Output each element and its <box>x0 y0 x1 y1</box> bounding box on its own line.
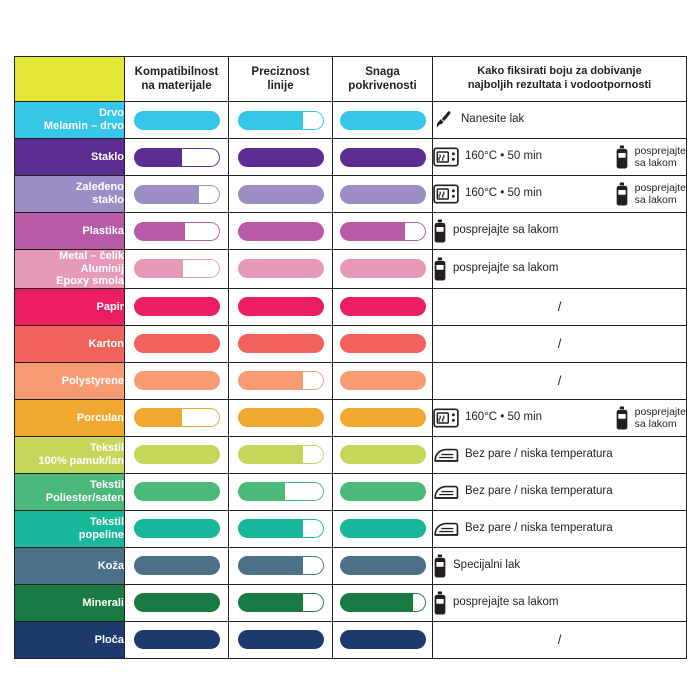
fixation-instruction <box>433 257 686 281</box>
material-label-line: Minerali <box>82 596 124 609</box>
fixation-instruction <box>433 591 686 615</box>
compatibility-cell <box>125 250 229 289</box>
material-label-line: Ploča <box>94 633 124 646</box>
material-label-line: Koža <box>97 559 124 572</box>
compatibility-bar-fill <box>134 297 220 316</box>
precision-bar <box>238 630 324 649</box>
material-label <box>15 436 125 473</box>
coverage-bar <box>340 593 426 612</box>
material-label <box>15 325 125 362</box>
compatibility-bar <box>134 297 220 316</box>
coverage-cell <box>333 325 433 362</box>
header-coverage-line2: pokrivenosti <box>348 80 417 92</box>
fixation-cell <box>433 288 687 325</box>
fixation-text: posprejajte sa lakom <box>453 262 559 275</box>
fixation-cell <box>433 473 687 510</box>
coverage-cell <box>333 288 433 325</box>
fixation-cell <box>433 102 687 139</box>
precision-cell <box>229 621 333 658</box>
coverage-bar-fill <box>340 334 426 353</box>
fixation-text-secondary: posprejajte sa lakom <box>634 181 686 206</box>
table-row <box>15 102 687 139</box>
fixation-text: Bez pare / niska temperatura <box>465 485 613 498</box>
fixation-cell <box>433 584 687 621</box>
material-label-line: Zaleđeno <box>75 181 124 194</box>
fixation-none: / <box>557 632 562 648</box>
fixation-instruction <box>433 406 686 430</box>
fixation-text: Bez pare / niska temperatura <box>465 522 613 535</box>
precision-bar-fill <box>238 334 324 353</box>
precision-cell <box>229 399 333 436</box>
compatibility-cell <box>125 176 229 213</box>
compatibility-cell <box>125 584 229 621</box>
coverage-bar <box>340 111 426 130</box>
material-label-line: Epoxy smola <box>56 275 124 288</box>
precision-bar-fill <box>238 445 303 464</box>
precision-bar <box>238 519 324 538</box>
material-label-line: 100% pamuk/lan <box>38 454 124 467</box>
precision-bar-fill <box>238 185 324 204</box>
precision-bar <box>238 148 324 167</box>
iron-icon <box>433 445 459 465</box>
precision-cell <box>229 510 333 547</box>
fixation-text: 160°C • 50 min <box>465 187 543 200</box>
fixation-none: / <box>557 299 562 315</box>
header-coverage-line1: Snaga <box>365 65 400 78</box>
compatibility-bar-fill <box>134 482 220 501</box>
coverage-bar <box>340 297 426 316</box>
header-compatibility <box>125 57 229 102</box>
fixation-cell <box>433 621 687 658</box>
precision-bar-fill <box>238 222 324 241</box>
header-corner <box>15 57 125 102</box>
precision-cell <box>229 547 333 584</box>
coverage-bar <box>340 259 426 278</box>
iron-icon <box>433 519 459 539</box>
precision-cell <box>229 102 333 139</box>
coverage-bar <box>340 222 426 241</box>
material-label <box>15 510 125 547</box>
material-label <box>15 176 125 213</box>
compatibility-bar <box>134 519 220 538</box>
coverage-cell <box>333 362 433 399</box>
coverage-bar <box>340 630 426 649</box>
precision-bar-fill <box>238 408 324 427</box>
fixation-text: 160°C • 50 min <box>465 411 543 424</box>
fixation-text: Bez pare / niska temperatura <box>465 448 613 461</box>
material-label <box>15 139 125 176</box>
precision-cell <box>229 176 333 213</box>
precision-bar <box>238 297 324 316</box>
compatibility-cell <box>125 436 229 473</box>
coverage-cell <box>333 584 433 621</box>
fixation-text: Nanesite lak <box>461 113 525 126</box>
compatibility-bar-fill <box>134 371 220 390</box>
material-label <box>15 547 125 584</box>
header-row <box>15 57 687 102</box>
precision-bar-fill <box>238 297 324 316</box>
fixation-cell <box>433 325 687 362</box>
precision-cell <box>229 362 333 399</box>
fixation-instruction <box>433 519 686 539</box>
material-label-line: Staklo <box>90 150 124 163</box>
coverage-bar <box>340 148 426 167</box>
material-label <box>15 621 125 658</box>
material-label <box>15 213 125 250</box>
fixation-cell <box>433 547 687 584</box>
compatibility-bar-fill <box>134 148 182 167</box>
fixation-cell <box>433 139 687 176</box>
material-label-line: Polystyrene <box>61 374 124 387</box>
compatibility-bar-fill <box>134 519 220 538</box>
compatibility-cell <box>125 362 229 399</box>
coverage-bar-fill <box>340 630 426 649</box>
header-coverage <box>333 57 433 102</box>
coverage-bar <box>340 185 426 204</box>
compatibility-cell <box>125 139 229 176</box>
fixation-instruction <box>433 145 686 169</box>
compatibility-cell <box>125 399 229 436</box>
compatibility-bar <box>134 148 220 167</box>
table-row <box>15 621 687 658</box>
compatibility-cell <box>125 213 229 250</box>
compatibility-bar-fill <box>134 185 199 204</box>
precision-cell <box>229 250 333 289</box>
precision-bar-fill <box>238 630 324 649</box>
material-label-line: Aluminij <box>80 262 124 275</box>
material-label-line: Tekstil <box>89 516 124 529</box>
precision-bar-fill <box>238 111 303 130</box>
precision-bar-fill <box>238 259 324 278</box>
material-label <box>15 250 125 289</box>
spray-icon <box>615 406 629 430</box>
compatibility-bar-fill <box>134 593 220 612</box>
precision-bar <box>238 408 324 427</box>
precision-cell <box>229 288 333 325</box>
coverage-cell <box>333 510 433 547</box>
fixation-text: posprejajte sa lakom <box>453 596 559 609</box>
compatibility-bar-fill <box>134 630 220 649</box>
spray-icon <box>615 182 629 206</box>
brush-icon <box>433 109 455 131</box>
oven-icon <box>433 407 459 429</box>
compatibility-bar <box>134 630 220 649</box>
fixation-instruction <box>433 219 686 243</box>
material-label <box>15 102 125 139</box>
compatibility-bar <box>134 222 220 241</box>
material-label <box>15 288 125 325</box>
coverage-cell <box>333 102 433 139</box>
coverage-bar <box>340 445 426 464</box>
table-row <box>15 288 687 325</box>
material-label-line: Melamin – drvo <box>43 120 124 132</box>
coverage-cell <box>333 547 433 584</box>
coverage-bar <box>340 334 426 353</box>
coverage-bar-fill <box>340 222 405 241</box>
compatibility-bar-fill <box>134 334 220 353</box>
material-label-line: Papir <box>96 300 124 313</box>
coverage-cell <box>333 139 433 176</box>
compatibility-bar <box>134 371 220 390</box>
compatibility-cell <box>125 510 229 547</box>
compatibility-bar-fill <box>134 556 220 575</box>
precision-bar <box>238 371 324 390</box>
fixation-cell <box>433 399 687 436</box>
header-compatibility-line2: na materijale <box>141 80 212 92</box>
precision-bar <box>238 111 324 130</box>
fixation-instruction <box>433 554 686 578</box>
precision-cell <box>229 325 333 362</box>
material-label-line: Metal – čelik <box>59 250 124 262</box>
coverage-cell <box>333 213 433 250</box>
fixation-none: / <box>557 373 562 389</box>
fixation-text: 160°C • 50 min <box>465 150 543 163</box>
table-header <box>15 57 687 102</box>
precision-bar <box>238 593 324 612</box>
material-label-line: Poliester/saten <box>45 491 124 504</box>
material-label-line: staklo <box>92 194 124 206</box>
coverage-bar <box>340 482 426 501</box>
table-row <box>15 213 687 250</box>
table-row <box>15 436 687 473</box>
coverage-cell <box>333 250 433 289</box>
fixation-text-secondary: posprejajte sa lakom <box>634 144 686 169</box>
fixation-cell <box>433 436 687 473</box>
coverage-bar <box>340 408 426 427</box>
precision-bar <box>238 445 324 464</box>
precision-bar <box>238 259 324 278</box>
header-fixation-line2: najboljih rezultata i vodootpornosti <box>467 79 652 91</box>
precision-bar <box>238 334 324 353</box>
coverage-cell <box>333 621 433 658</box>
coverage-cell <box>333 473 433 510</box>
coverage-bar <box>340 519 426 538</box>
table-row <box>15 510 687 547</box>
spray-icon <box>433 219 447 243</box>
compatibility-bar-fill <box>134 445 220 464</box>
coverage-bar-fill <box>340 148 426 167</box>
compatibility-bar <box>134 593 220 612</box>
coverage-bar-fill <box>340 259 426 278</box>
material-label <box>15 362 125 399</box>
coverage-bar-fill <box>340 185 426 204</box>
compatibility-bar-fill <box>134 222 186 241</box>
compatibility-bar <box>134 482 220 501</box>
fixation-cell <box>433 510 687 547</box>
material-label-line: Karton <box>88 337 124 350</box>
fixation-instruction <box>433 182 686 206</box>
compatibility-cell <box>125 473 229 510</box>
compatibility-bar-fill <box>134 259 184 278</box>
compatibility-cell <box>125 288 229 325</box>
fixation-instruction <box>433 445 686 465</box>
fixation-text: Specijalni lak <box>453 559 521 572</box>
precision-bar <box>238 482 324 501</box>
compatibility-bar-fill <box>134 408 182 427</box>
precision-bar-fill <box>238 593 303 612</box>
coverage-bar-fill <box>340 408 426 427</box>
fixation-cell <box>433 176 687 213</box>
material-label-line: Tekstil <box>89 442 124 455</box>
material-label <box>15 399 125 436</box>
precision-cell <box>229 139 333 176</box>
oven-icon <box>433 146 459 168</box>
coverage-bar-fill <box>340 556 426 575</box>
iron-icon <box>433 482 459 502</box>
material-label <box>15 584 125 621</box>
table-row <box>15 584 687 621</box>
table-row <box>15 139 687 176</box>
header-fixation <box>433 57 687 102</box>
compatibility-cell <box>125 621 229 658</box>
oven-icon <box>433 183 459 205</box>
precision-bar-fill <box>238 556 303 575</box>
coverage-bar <box>340 556 426 575</box>
fixation-cell <box>433 250 687 289</box>
compatibility-bar <box>134 259 220 278</box>
precision-bar-fill <box>238 482 285 501</box>
precision-bar-fill <box>238 371 303 390</box>
precision-cell <box>229 473 333 510</box>
table-row <box>15 399 687 436</box>
spray-icon <box>433 257 447 281</box>
coverage-bar <box>340 371 426 390</box>
material-label-line: Plastika <box>82 224 124 237</box>
table-row <box>15 362 687 399</box>
fixation-instruction <box>433 482 686 502</box>
header-precision-line1: Preciznost <box>251 65 310 78</box>
coverage-bar-fill <box>340 371 426 390</box>
fixation-none: / <box>557 336 562 352</box>
precision-cell <box>229 213 333 250</box>
fixation-text-secondary: posprejajte sa lakom <box>634 405 686 430</box>
spray-icon <box>433 554 447 578</box>
header-precision-line2: linije <box>267 80 294 92</box>
coverage-cell <box>333 436 433 473</box>
coverage-bar-fill <box>340 297 426 316</box>
compatibility-cell <box>125 547 229 584</box>
header-fixation-line1: Kako fiksirati boju za dobivanje <box>477 65 642 78</box>
compatibility-bar <box>134 408 220 427</box>
compatibility-cell <box>125 102 229 139</box>
fixation-cell <box>433 213 687 250</box>
table-row <box>15 325 687 362</box>
material-label-line: Tekstil <box>89 479 124 492</box>
compatibility-chart <box>14 56 686 659</box>
header-precision <box>229 57 333 102</box>
compatibility-table <box>14 56 687 659</box>
material-label-line: Porculan <box>76 411 124 424</box>
coverage-cell <box>333 399 433 436</box>
spray-icon <box>615 145 629 169</box>
precision-cell <box>229 584 333 621</box>
precision-bar-fill <box>238 519 303 538</box>
precision-bar <box>238 185 324 204</box>
compatibility-bar <box>134 556 220 575</box>
table-body <box>15 102 687 659</box>
table-row <box>15 176 687 213</box>
material-label-line: Drvo <box>98 107 124 120</box>
header-compatibility-line1: Kompatibilnost <box>134 65 219 78</box>
fixation-cell <box>433 362 687 399</box>
coverage-bar-fill <box>340 519 426 538</box>
material-label-line: popeline <box>78 528 124 541</box>
compatibility-cell <box>125 325 229 362</box>
material-label <box>15 473 125 510</box>
compatibility-bar <box>134 334 220 353</box>
coverage-bar-fill <box>340 593 414 612</box>
table-row <box>15 473 687 510</box>
precision-cell <box>229 436 333 473</box>
spray-icon <box>433 591 447 615</box>
fixation-instruction <box>433 109 686 131</box>
precision-bar-fill <box>238 148 324 167</box>
precision-bar <box>238 556 324 575</box>
coverage-bar-fill <box>340 445 426 464</box>
compatibility-bar <box>134 185 220 204</box>
coverage-cell <box>333 176 433 213</box>
coverage-bar-fill <box>340 111 426 130</box>
precision-bar <box>238 222 324 241</box>
table-row <box>15 547 687 584</box>
compatibility-bar <box>134 111 220 130</box>
compatibility-bar <box>134 445 220 464</box>
table-row <box>15 250 687 289</box>
compatibility-bar-fill <box>134 111 220 130</box>
fixation-text: posprejajte sa lakom <box>453 224 559 237</box>
coverage-bar-fill <box>340 482 426 501</box>
